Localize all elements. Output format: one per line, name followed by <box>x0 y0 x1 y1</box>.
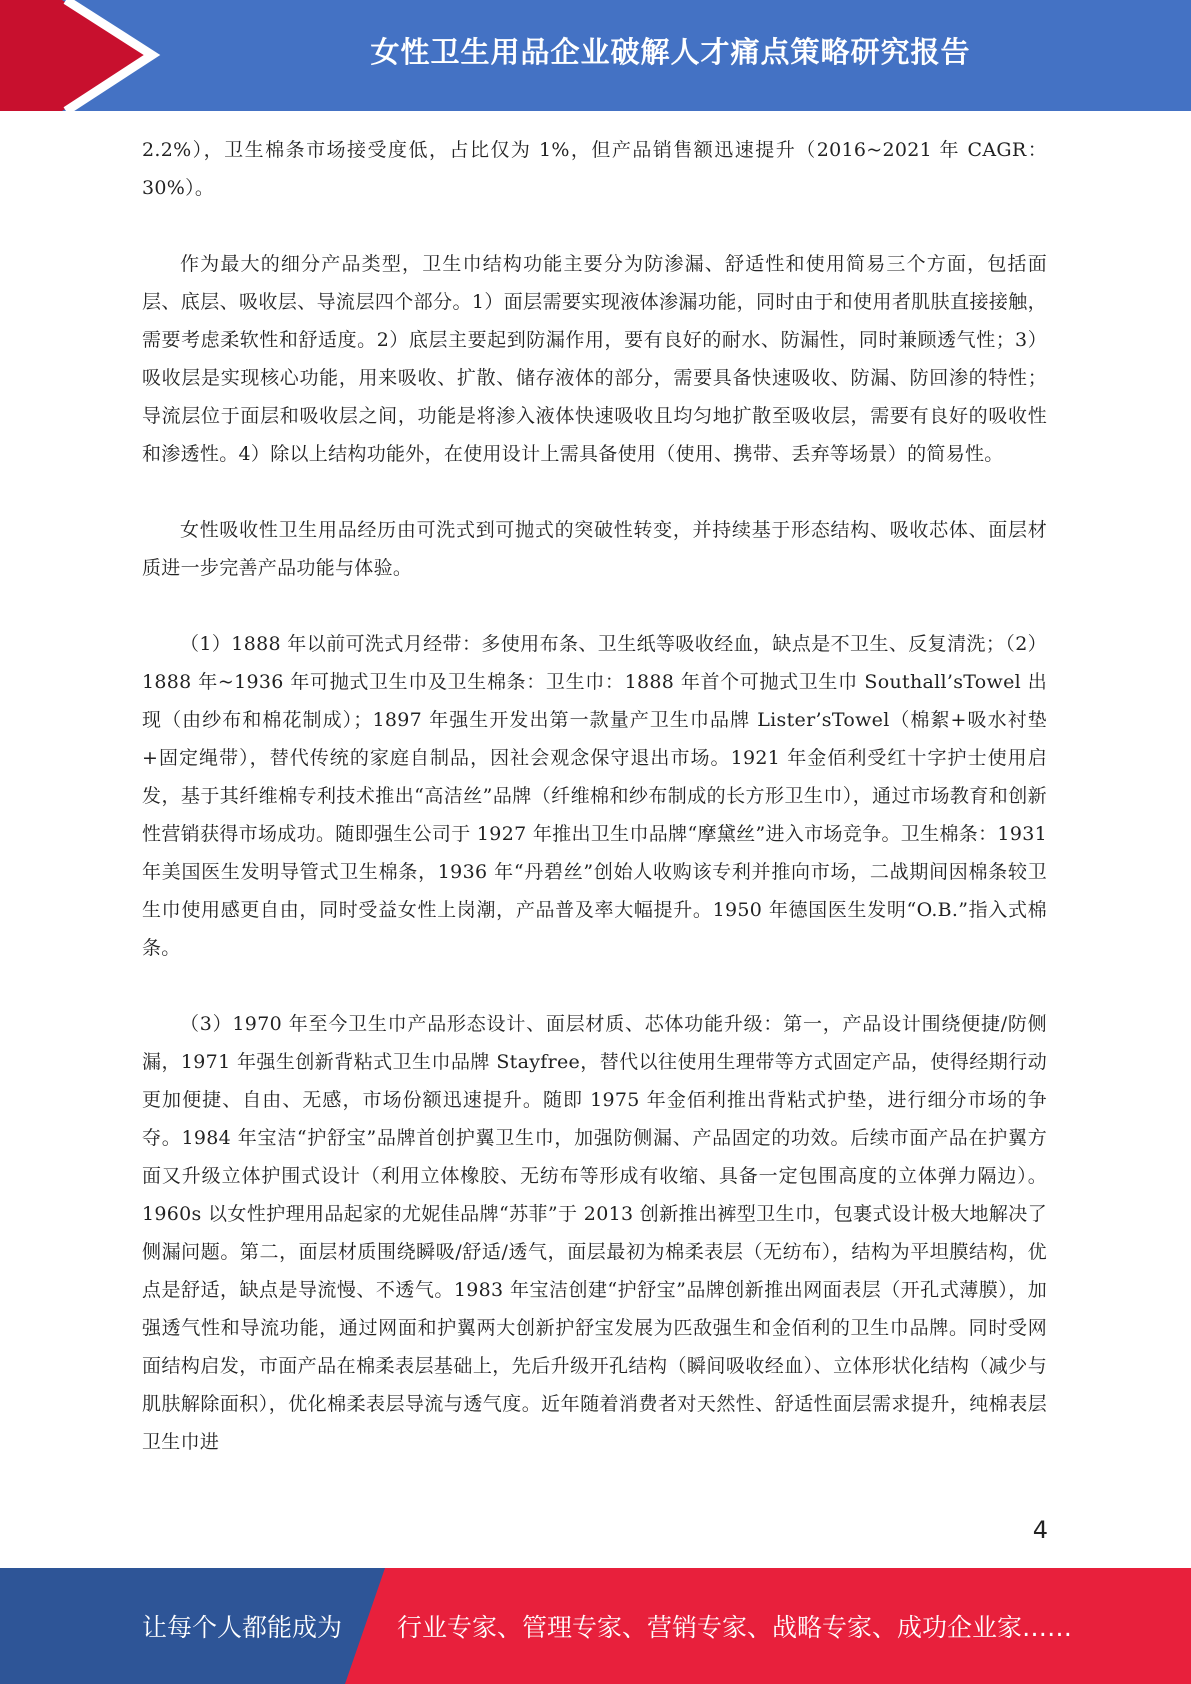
paragraph-history: （1）1888 年以前可洗式月经带：多使用布条、卫生纸等吸收经血，缺点是不卫生、反复清洗；（2）1888 年~1936 年可抛式卫生巾及卫生棉条：卫生巾：1888 年首个可抛式卫生巾 Southall’sTowel 出现（由纱布和棉花制成）；1897 年强生开发出第一款量产卫生巾品牌 Lister’sTowel（棉絮+吸水衬垫+固定绳带），替代传统的家庭自制品，因社会观念保守退出市场。1921 年金佰利受红十字护士使用启发，基于其纤维棉专利技术推出“高洁丝”品牌（纤维棉和纱布制成的长方形卫生巾），通过市场教育和创新性营销获得市场成功。随即强生公司于 1927 年推出卫生巾品牌“摩黛丝”进入市场竞争。卫生棉条：1931 年美国医生发明导管式卫生棉条，1936 年“丹碧丝”创始人收购该专利并推向市场，二战期间因棉条较卫生巾使用感更自由，同时受益女性上岗潮，产品普及率大幅提升。1950 年德国医生发明“O.B.”指入式棉条。 <box>142 633 1047 959</box>
document-body <box>142 131 1047 1499</box>
report-title: 女性卫生用品企业破解人才痛点策略研究报告 <box>370 34 971 69</box>
paragraph-evolution: 女性吸收性卫生用品经历由可洗式到可抛式的突破性转变，并持续基于形态结构、吸收芯体、面层材质进一步完善产品功能与体验。 <box>142 519 1047 579</box>
paragraph-structure: 作为最大的细分产品类型，卫生巾结构功能主要分为防渗漏、舒适性和使用简易三个方面，包括面层、底层、吸收层、导流层四个部分。1）面层需要实现液体渗漏功能，同时由于和使用者肌肤直接接触，需要考虑柔软性和舒适度。2）底层主要起到防漏作用，要有良好的耐水、防漏性，同时兼顾透气性；3）吸收层是实现核心功能，用来吸收、扩散、储存液体的部分，需要具备快速吸收、防漏、防回渗的特性；导流层位于面层和吸收层之间，功能是将渗入液体快速吸收且均匀地扩散至吸收层，需要有良好的吸收性和渗透性。4）除以上结构功能外，在使用设计上需具备使用（使用、携带、丢弃等场景）的简易性。 <box>142 253 1047 465</box>
footer-slogan-left: 让每个人都能成为 <box>142 1613 343 1642</box>
paragraph-continuation: 2.2%），卫生棉条市场接受度低，占比仅为 1%，但产品销售额迅速提升（2016~2021 年 CAGR：30%）。 <box>142 139 1047 199</box>
footer-slogan-right: 行业专家、管理专家、营销专家、战略专家、成功企业家…… <box>397 1613 1073 1642</box>
page-header <box>0 0 1191 111</box>
page-footer <box>0 1568 1191 1684</box>
paragraph-upgrades: （3）1970 年至今卫生巾产品形态设计、面层材质、芯体功能升级：第一，产品设计围绕便捷/防侧漏，1971 年强生创新背粘式卫生巾品牌 Stayfree，替代以往使用生理带等方式固定产品，使得经期行动更加便捷、自由、无感，市场份额迅速提升。随即 1975 年金佰利推出背粘式护垫，进行细分市场的争夺。1984 年宝洁“护舒宝”品牌首创护翼卫生巾，加强防侧漏、产品固定的功效。后续市面产品在护翼方面又升级立体护围式设计（利用立体橡胶、无纺布等形成有收缩、具备一定包围高度的立体弹力隔边）。1960s 以女性护理用品起家的尤妮佳品牌“苏菲”于 2013 创新推出裤型卫生巾，包裹式设计极大地解决了侧漏问题。第二，面层材质围绕瞬吸/舒适/透气，面层最初为棉柔表层（无纺布），结构为平坦膜结构，优点是舒适，缺点是导流慢、不透气。1983 年宝洁创建“护舒宝”品牌创新推出网面表层（开孔式薄膜），加强透气性和导流功能，通过网面和护翼两大创新护舒宝发展为匹敌强生和金佰利的卫生巾品牌。同时受网面结构启发，市面产品在棉柔表层基础上，先后升级开孔结构（瞬间吸收经血）、立体形状化结构（减少与肌肤解除面积），优化棉柔表层导流与透气度。近年随着消费者对天然性、舒适性面层需求提升，纯棉表层卫生巾进 <box>142 1013 1047 1453</box>
page-number: 4 <box>1032 1516 1048 1544</box>
